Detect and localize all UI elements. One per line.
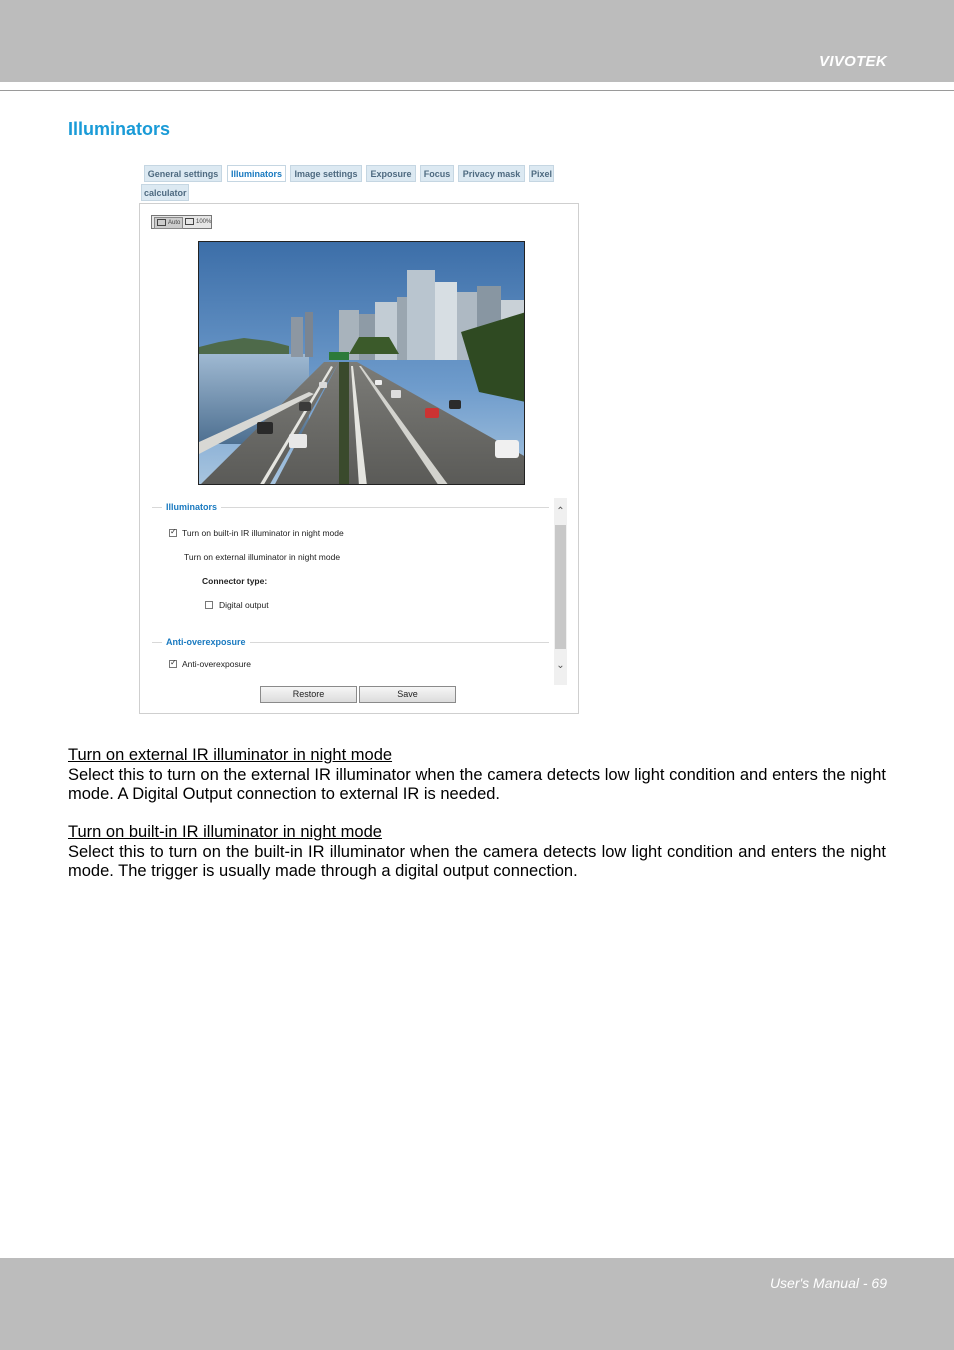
tab-image-settings[interactable]: Image settings [290, 165, 362, 182]
zoom-auto-button[interactable]: Auto [154, 217, 183, 229]
anti-overexposure-checkbox[interactable] [169, 660, 177, 668]
description-heading: Turn on built-in IR illuminator in night mode [68, 823, 382, 841]
page-footer [0, 1258, 954, 1350]
scrollbar-thumb[interactable] [555, 525, 566, 649]
settings-scrollbar[interactable] [554, 498, 567, 685]
tab-pixel-calculator[interactable]: Pixel [529, 165, 554, 182]
window-icon [185, 218, 194, 225]
tab-focus[interactable]: Focus [420, 165, 454, 182]
zoom-100-button[interactable]: 100% [183, 217, 210, 227]
external-illuminator-label: Turn on external illuminator in night mode [184, 552, 341, 562]
digital-output-label: Digital output [219, 600, 269, 610]
camera-settings-screenshot [139, 164, 579, 714]
tab-illuminators[interactable]: Illuminators [227, 165, 286, 182]
section-title: Illuminators [68, 119, 171, 139]
settings-panel [139, 203, 579, 714]
live-video-view[interactable] [198, 241, 525, 485]
zoom-control [151, 215, 212, 229]
header-divider [0, 90, 954, 91]
chevron-up-icon[interactable]: ⌃ [556, 506, 565, 517]
tab-privacy-mask[interactable]: Privacy mask [458, 165, 525, 182]
window-icon [157, 219, 166, 226]
page-header [0, 0, 954, 82]
brand-logo: VIVOTEK [819, 53, 887, 70]
anti-overexposure-label: Anti-overexposure [182, 659, 251, 669]
tab-general-settings[interactable]: General settings [144, 165, 222, 182]
save-button[interactable]: Save [359, 686, 456, 703]
builtin-ir-label: Turn on built-in IR illuminator in night mode [182, 528, 344, 538]
digital-output-checkbox[interactable] [205, 601, 213, 609]
tab-pixel-calculator-wrap[interactable]: calculator [141, 184, 189, 201]
chevron-down-icon[interactable]: ⌄ [556, 660, 565, 671]
settings-tabs [139, 164, 579, 204]
highway-city-image [199, 242, 525, 485]
restore-button[interactable]: Restore [260, 686, 357, 703]
illuminators-fieldset-title: Illuminators [162, 502, 221, 512]
description-text: Select this to turn on the external IR illuminator when the camera detects low light condition and enters the night mode. A Digital Output connection to external IR is needed. [68, 765, 886, 803]
connector-type-label: Connector type: [202, 576, 268, 586]
tab-exposure[interactable]: Exposure [366, 165, 416, 182]
page-number: User's Manual - 69 [769, 1275, 887, 1291]
description-external-ir [68, 746, 886, 805]
description-builtin-ir [68, 823, 886, 882]
builtin-ir-checkbox[interactable] [169, 529, 177, 537]
description-text: Select this to turn on the built-in IR illuminator when the camera detects low light condition and enters the night mode. The trigger is usually made through a digital output connection. [68, 842, 886, 880]
description-heading: Turn on external IR illuminator in night mode [68, 746, 393, 764]
anti-overexposure-fieldset-title: Anti-overexposure [162, 637, 250, 647]
